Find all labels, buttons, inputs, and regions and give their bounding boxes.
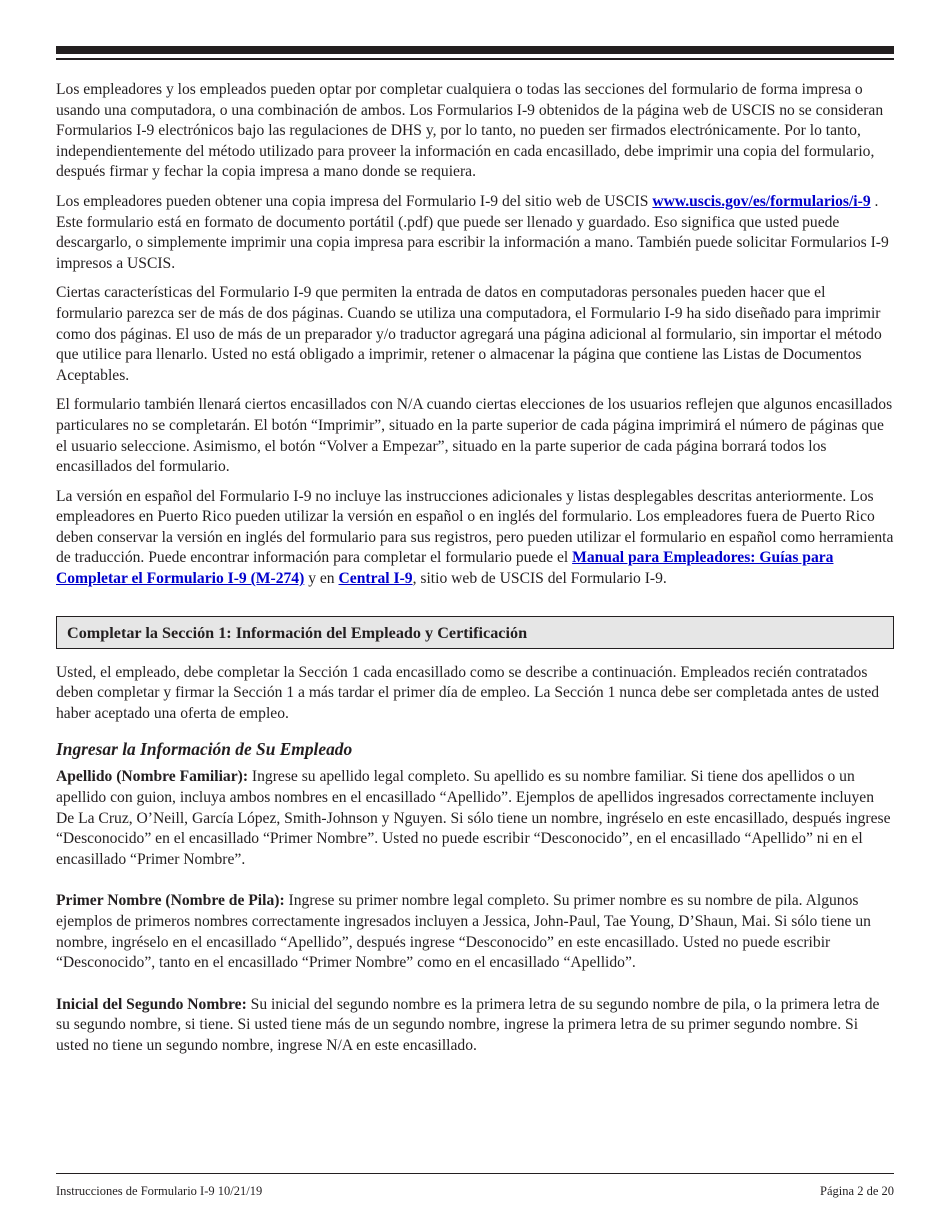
field-middle-initial-label: Inicial del Segundo Nombre: <box>56 995 247 1013</box>
footer-page-number: Página 2 de 20 <box>820 1184 894 1198</box>
intro-paragraph-5-text-b: y en <box>304 570 339 588</box>
employee-info-subheading: Ingresar la Información de Su Empleado <box>56 739 353 760</box>
intro-paragraph-5-text-c: , sitio web de USCIS del Formulario I-9. <box>412 570 667 588</box>
field-last-name <box>56 767 894 870</box>
section-1-intro: Usted, el empleado, debe completar la Sección 1 cada encasillado como se describe a continuación. Empleados recién contratados deben completar y firmar la Sección 1 a más tardar el primer día de empleo. La Sección 1 nunca debe ser completada antes de usted haber aceptado una oferta de empleo. <box>56 663 880 722</box>
section-1-heading: Completar la Sección 1: Información del Empleado y Certificación <box>56 616 894 649</box>
intro-paragraph-5-text-a: La versión en español del Formulario I-9 no incluye las instrucciones adicionales y listas desplegables descritas anteriormente. Los empleadores en Puerto Rico pueden utilizar la versión en español o en inglés del formulario. Los empleadores fuera de Puerto Rico deben conservar la versión en inglés del formulario para sus registros, pero pueden utilizar el formulario en español como herramienta de traducción. Puede encontrar información para completar el formulario puede el <box>56 487 894 567</box>
intro-paragraph-2-text-a: Los empleadores pueden obtener una copia impresa del Formulario I-9 del sitio web de USCIS <box>56 192 653 210</box>
header-thin-rule <box>56 58 894 60</box>
header-thick-rule <box>56 46 894 54</box>
uscis-formularios-link[interactable]: www.uscis.gov/es/formularios/i-9 <box>652 192 871 210</box>
field-last-name-label: Apellido (Nombre Familiar): <box>56 768 249 786</box>
field-first-name-label: Primer Nombre (Nombre de Pila): <box>56 892 285 910</box>
intro-paragraph-5 <box>56 487 894 590</box>
intro-paragraph-4: El formulario también llenará ciertos encasillados con N/A cuando ciertas elecciones de los usuarios reflejen que algunos encasillados particulares no se completarán. El botón “Imprimir”, situado en la parte superior de cada página imprimirá el número de páginas que el usuario seleccione. Asimismo, el botón “Volver a Empezar”, situado en la parte superior de cada página borrará todos los encasillados del formulario. <box>56 396 893 476</box>
field-middle-initial <box>56 995 894 1057</box>
field-middle-initial-text: Su inicial del segundo nombre es la primera letra de su segundo nombre de pila, o la primera letra de su segundo nombre, si tiene. Si usted tiene más de un segundo nombre, ingrese la primera letra de su primer segundo nombre. Si usted no tiene un segundo nombre, ingrese N/A en este encasillado. <box>56 995 880 1054</box>
m274-manual-link[interactable]: Manual para Empleadores: Guías para Completar el Formulario I-9 (M-274) <box>56 549 834 588</box>
field-first-name <box>56 891 894 973</box>
field-last-name-text: Ingrese su apellido legal completo. Su apellido es su nombre familiar. Si tiene dos apellidos o un apellido con guion, incluya ambos nombres en el encasillado “Apellido”. Ejemplos de apellidos ingresados correctamente incluyen De La Cruz, O’Neill, García López, Smith-Johnson y Nguyen. Si sólo tiene un nombre, ingréselo en este encasillado, después ingrese “Desconocido” en el encasillado “Primer Nombre”. Usted no puede escribir “Desconocido”, en el encasillado “Apellido” ni en el encasillado “Primer Nombre”. <box>56 768 891 868</box>
footer-rule <box>56 1173 894 1174</box>
intro-paragraph-2 <box>56 192 894 274</box>
intro-paragraph-1: Los empleadores y los empleados pueden optar por completar cualquiera o todas las secciones del formulario de forma impresa o usando una computadora, o una combinación de ambos. Los Formularios I-9 obtenidos de la página web de USCIS no se consideran Formularios I-9 electrónicos bajo las regulaciones de DHS y, por lo tanto, no pueden ser firmados electrónicamente. Por lo tanto, independientemente del método utilizado para proveer la información en cada encasillado, debe imprimir una copia del formulario, después firmar y fechar la copia impresa a mano donde se requiera. <box>56 81 884 181</box>
field-first-name-text: Ingrese su primer nombre legal completo. Su primer nombre es su nombre de pila. Algunos ejemplos de primeros nombres correctamente ingresados incluyen a Jessica, John-Paul, Tae Young, D’Shaun, Mai. Si sólo tiene un nombre, ingréselo en el encasillado “Apellido”, después ingrese “Desconocido” en este encasillado. Usted no puede escribir “Desconocido”, tanto en el encasillado “Primer Nombre” como en el encasillado “Apellido”. <box>56 892 871 972</box>
central-i9-link[interactable]: Central I-9 <box>338 570 413 588</box>
intro-paragraph-3: Ciertas características del Formulario I-9 que permiten la entrada de datos en computadoras personales pueden hacer que el formulario parezca ser de más de dos páginas. Cuando se utiliza una computadora, el Formulario I-9 ha sido diseñado para imprimir como dos páginas. El uso de más de un preparador y/o traductor agregará una página adicional al formulario, sin importar el método que utilice para llenarlo. Usted no está obligado a imprimir, retener o almacenar la página que contiene las Listas de Documentos Aceptables. <box>56 284 882 384</box>
intro-paragraph-2-text-b: . Este formulario está en formato de documento portátil (.pdf) que puede ser llenado y guardado. Eso significa que usted puede descargarlo, o simplemente imprimir una copia impresa para escribir la información a mano. También puede solicitar Formularios I-9 impresos a USCIS. <box>56 192 889 272</box>
page-content <box>56 80 894 1078</box>
footer-form-info: Instrucciones de Formulario I-9 10/21/19 <box>56 1184 263 1198</box>
